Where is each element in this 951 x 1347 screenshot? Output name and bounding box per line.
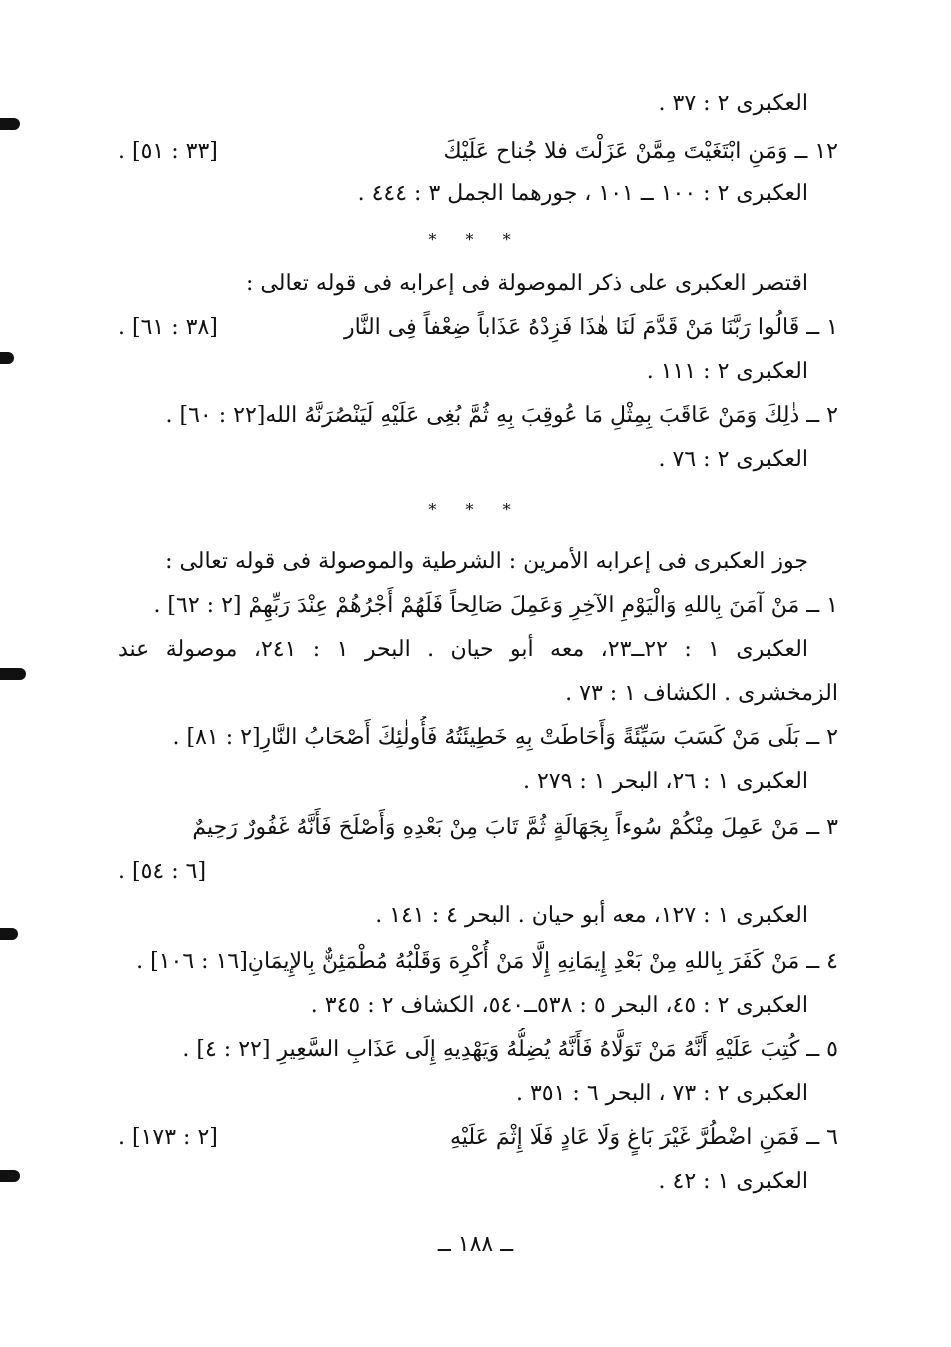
page-number: ــ ١٨٨ ــ (437, 1232, 514, 1257)
verse-line: ٢ ــ ذٰلِكَ وَمَنْ عَاقَبَ بِمِثْلِ مَا عُوقِبَ بِهِ ثُمَّ بُغِى عَلَيْهِ لَيَنْصُرَنَّهُ الله[٢٢ : ٦٠] . (165, 403, 838, 428)
verse-reference (118, 850, 838, 894)
section-separator: * * * (428, 500, 523, 519)
verse-line: ٣ ــ مَنْ عَمِلَ مِنْكُمْ سُوءاً بِجَهَالَةٍ ثُمَّ تَابَ مِنْ بَعْدِهِ وَأَصْلَحَ فَأَنَّهُ غَفُورٌ رَحِيمٌ (192, 815, 838, 840)
verse-text: ٦ ــ فَمَنِ اضْطُرَّ غَيْرَ بَاغٍ وَلَا عَادٍ فَلَا إِثْمَ عَلَيْهِ (449, 1125, 838, 1150)
verse-line (118, 1116, 838, 1160)
citation-line: العكبرى ١ : ١٢٧، معه أبو حيان . البحر ٤ : ١٤١ . (375, 903, 808, 928)
verse-line: ١ ــ مَنْ آمَنَ بِاللهِ وَالْيَوْمِ الآخِرِ وَعَمِلَ صَالِحاً فَلَهُمْ أَجْرُهُمْ عِنْدَ رَبِّهِمْ [٢ : ٦٢] . (153, 593, 838, 618)
scan-mark (0, 928, 18, 940)
citation-line: العكبرى ٢ : ٣٧ . (658, 91, 808, 116)
verse-text: ١ ــ قَالُوا رَبَّنَا مَنْ قَدَّمَ لَنَا هٰذَا فَزِدْهُ عَذَاباً ضِعْفاً فِى النَّار (343, 315, 838, 340)
section-separator: * * * (428, 230, 523, 249)
scan-mark (0, 352, 14, 364)
verse-reference: [٣٨ : ٦١] . (118, 315, 218, 340)
citation-line: العكبرى ٢ : ٧٣ ، البحر ٦ : ٣٥١ . (515, 1081, 808, 1106)
citation-line: العكبرى ٢ : ١١١ . (646, 359, 808, 384)
scan-mark (0, 1170, 20, 1182)
verse-line: ٥ ــ كُتِبَ عَلَيْهِ أَنَّهُ مَنْ تَوَلَّاهُ فَأَنَّهُ يُضِلُّهُ وَيَهْدِيهِ إِلَى عَذَابِ السَّعِيرِ [٢٢ : ٤] . (182, 1037, 838, 1062)
citation-line: العكبرى ١ : ٢٦، البحر ١ : ٢٧٩ . (522, 769, 808, 794)
verse-line (118, 306, 838, 350)
section-intro: جوز العكبرى فى إعرابه الأمرين : الشرطية والموصولة فى قوله تعالى : (165, 549, 808, 574)
verse-line: ٤ ــ مَنْ كَفَرَ بِاللهِ مِنْ بَعْدِ إِيمَانِهِ إِلَّا مَنْ أُكْرِهَ وَقَلْبُهُ مُطْمَئِنٌّ بِالإِيمَانِ[١٦ : ١٠٦] . (136, 949, 838, 974)
citation-line: الزمخشرى . الكشاف ١ : ٧٣ . (565, 681, 838, 706)
verse-text: ١٢ ــ وَمَنِ ابْتَغَيْتَ مِمَّنْ عَزَلْتَ فلا جُناح عَلَيْكَ (443, 139, 838, 164)
citation-line: العكبرى ٢ : ١٠٠ ــ ١٠١ ، جورهما الجمل ٣ : ٤٤٤ . (357, 181, 808, 206)
verse-reference-text: [٦ : ٥٤] . (118, 859, 207, 884)
scan-mark (0, 668, 26, 680)
verse-reference: [٢ : ١٧٣] . (118, 1125, 218, 1150)
citation-line: العكبرى ١ : ٤٢ . (658, 1169, 808, 1194)
section-intro: اقتصر العكبرى على ذكر الموصولة فى إعرابه فى قوله تعالى : (246, 271, 808, 296)
verse-line (118, 130, 838, 174)
verse-reference: [٣٣ : ٥١] . (118, 139, 218, 164)
scan-mark (0, 118, 20, 130)
citation-line: العكبرى ٢ : ٧٦ . (658, 447, 808, 472)
citation-line: العكبرى ١ : ٢٢ــ٢٣، معه أبو حيان . البحر ١ : ٢٤١، موصولة عند (118, 637, 808, 662)
citation-line: العكبرى ٢ : ٤٥، البحر ٥ : ٥٣٨ــ٥٤٠، الكشاف ٢ : ٣٤٥ . (310, 993, 808, 1018)
verse-line: ٢ ــ بَلَى مَنْ كَسَبَ سَيِّئَةً وَأَحَاطَتْ بِهِ خَطِيئَتُهُ فَأُولٰئِكَ أَصْحَابُ النَّارِ[٢ : ٨١] . (172, 725, 838, 750)
